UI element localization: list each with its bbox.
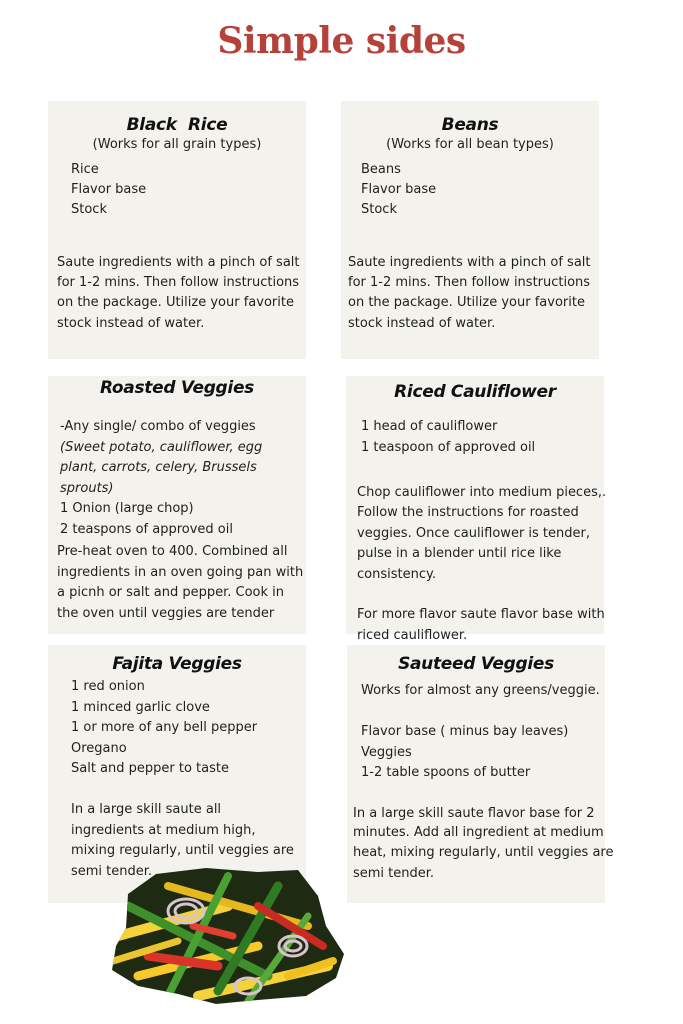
instruction-line: heat, mixing regularly, until veggies are xyxy=(353,845,614,860)
page-title: Simple sides xyxy=(217,20,466,62)
ingredient-item: -Any single/ combo of veggies xyxy=(60,419,256,434)
card-subtitle: (Works for all bean types) xyxy=(386,137,554,152)
instruction-line: the oven until veggies are tender xyxy=(57,606,275,621)
instruction-line: stock instead of water. xyxy=(348,316,496,331)
ingredient-item: Stock xyxy=(361,202,397,217)
ingredient-item: 1 Onion (large chop) xyxy=(60,501,194,516)
card-subtitle: (Works for all grain types) xyxy=(92,137,262,152)
card-title: Riced Cauliflower xyxy=(394,382,556,402)
card-title: Black Rice xyxy=(126,115,228,135)
instruction-line: on the package. Utilize your favorite xyxy=(348,295,585,310)
instruction-line: ingredients at medium high, xyxy=(71,823,256,838)
ingredient-item: Veggies xyxy=(361,745,412,760)
instruction-line: for 1-2 mins. Then follow instructions xyxy=(57,275,300,290)
instruction-line: In a large skill saute all xyxy=(71,802,222,817)
ingredient-item: Oregano xyxy=(71,741,127,756)
card-roasted-veggies xyxy=(48,376,306,634)
card-title: Beans xyxy=(441,115,499,135)
instruction-line: semi tender. xyxy=(353,866,435,881)
instruction-line: stock instead of water. xyxy=(57,316,205,331)
instruction-line: for 1-2 mins. Then follow instructions xyxy=(348,275,591,290)
ingredient-item: 1 teaspoon of approved oil xyxy=(361,440,536,455)
ingredient-item: 1 head of cauliflower xyxy=(361,419,498,434)
ingredient-item: Stock xyxy=(71,202,107,217)
ingredient-item: Salt and pepper to taste xyxy=(71,761,229,776)
ingredient-item: 1 or more of any bell pepper xyxy=(71,720,258,735)
fajita-veggies-photo xyxy=(108,866,348,1006)
card-title: Roasted Veggies xyxy=(99,378,255,398)
ingredient-item: Flavor base xyxy=(71,182,147,197)
instruction-line: Saute ingredients with a pinch of salt xyxy=(57,255,300,270)
instruction-line: veggies. Once cauliflower is tender, xyxy=(357,526,590,541)
ingredient-item: Flavor base ( minus bay leaves) xyxy=(361,724,569,739)
instruction-line: pulse in a blender until rice like xyxy=(357,546,562,561)
note-line: riced cauliflower. xyxy=(357,628,468,643)
instruction-line: a picnh or salt and pepper. Cook in xyxy=(57,585,284,600)
instruction-line: semi tender. xyxy=(71,864,153,879)
ingredient-item: Beans xyxy=(361,162,401,177)
card-riced-cauliflower xyxy=(346,376,607,643)
card-black-rice xyxy=(48,101,306,359)
ingredient-item: Flavor base xyxy=(361,182,437,197)
card-fajita-veggies xyxy=(48,645,306,903)
card-title: Sauteed Veggies xyxy=(398,654,554,674)
card-sauteed-veggies xyxy=(347,645,614,903)
ingredient-item: 1-2 table spoons of butter xyxy=(361,765,531,780)
instruction-line: Follow the instructions for roasted xyxy=(357,505,579,520)
ingredient-item: 1 red onion xyxy=(71,679,145,694)
instruction-line: on the package. Utilize your favorite xyxy=(57,295,294,310)
instruction-line: ingredients in an oven going pan with xyxy=(57,565,304,580)
instruction-line: In a large skill saute flavor base for 2 xyxy=(353,806,595,821)
ingredient-item: sprouts) xyxy=(60,481,114,496)
note-line: For more flavor saute flavor base with xyxy=(357,607,605,622)
ingredient-item: 2 teaspons of approved oil xyxy=(60,522,233,537)
instruction-line: consistency. xyxy=(357,567,436,582)
instruction-line: mixing regularly, until veggies are xyxy=(71,843,294,858)
instruction-line: Chop cauliflower into medium pieces,. xyxy=(357,485,607,500)
instruction-line: Pre-heat oven to 400. Combined all xyxy=(57,544,288,559)
intro-line: Works for almost any greens/veggie. xyxy=(361,683,600,698)
instruction-line: Saute ingredients with a pinch of salt xyxy=(348,255,591,270)
ingredient-item: Rice xyxy=(71,162,99,177)
ingredient-item: 1 minced garlic clove xyxy=(71,700,210,715)
ingredient-item: (Sweet potato, cauliflower, egg xyxy=(60,440,263,455)
instruction-line: minutes. Add all ingredient at medium xyxy=(353,825,604,840)
card-title: Fajita Veggies xyxy=(112,654,242,674)
card-beans xyxy=(341,101,599,359)
ingredient-item: plant, carrots, celery, Brussels xyxy=(60,460,257,475)
